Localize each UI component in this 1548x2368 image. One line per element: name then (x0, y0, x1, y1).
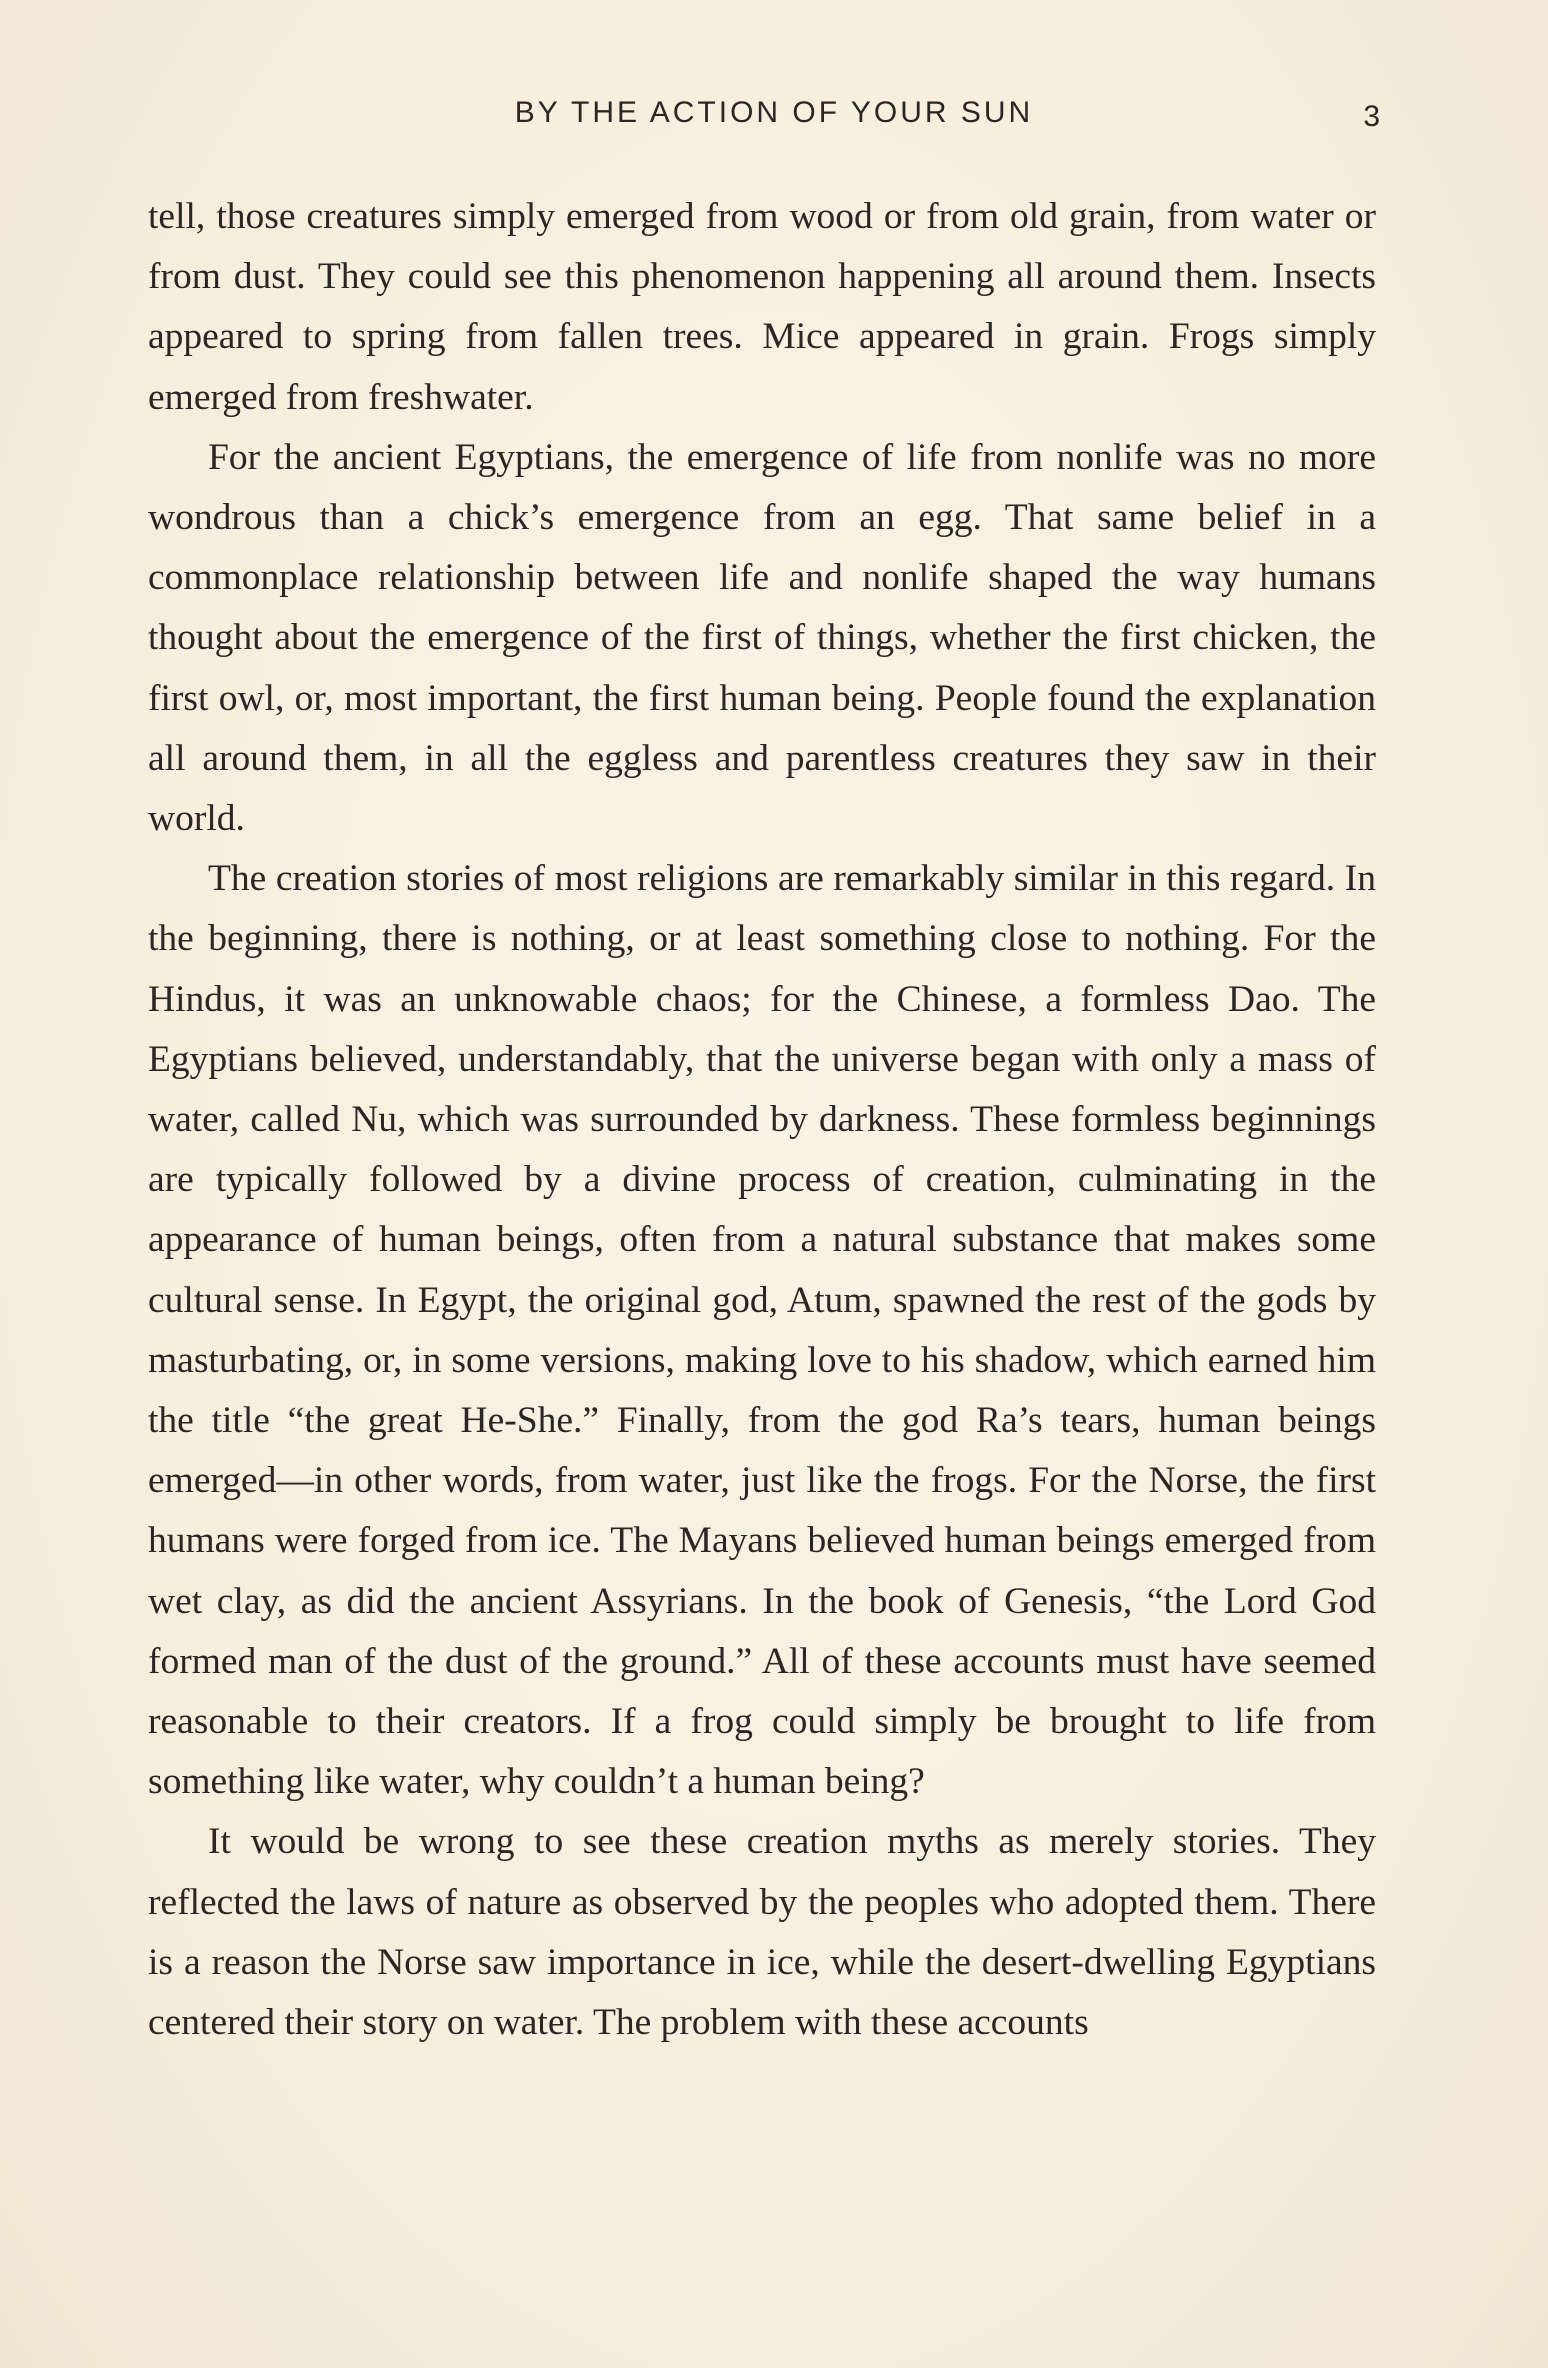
running-head: BY THE ACTION OF YOUR SUN (514, 96, 1034, 129)
paragraph-4: It would be wrong to see these creation myths as merely stories. They reflected the laws of nature as observed by the peoples who adopted them. There is a reason the Norse saw importance in ice, while the desert-dwelling Egyptians centered their story on water. The problem with these accounts (148, 1821, 1376, 2044)
page-number: 3 (1363, 100, 1380, 133)
paragraph-3: The creation stories of most religions are remarkably similar in this regard. In the beginning, there is nothing, or at least something close to nothing. For the Hindus, it was an unknowable chaos; for the Chinese, a formless Dao. The Egyptians believed, understandably, that the universe began with only a mass of water, called Nu, which was surrounded by darkness. These formless beginnings are typically followed by a divine process of creation, culminating in the appearance of human beings, often from a natural substance that makes some cultural sense. In Egypt, the original god, Atum, spawned the rest of the gods by masturbating, or, in some versions, making love to his shadow, which earned him the title “the great He-She.” Finally, from the god Ra’s tears, human beings emerged—in other words, from water, just like the frogs. For the Norse, the first humans were forged from ice. The Mayans believed human beings emerged from wet clay, as did the ancient Assyrians. In the book of Genesis, “the Lord God formed man of the dust of the ground.” All of these accounts must have seemed reasonable to their creators. If a frog could simply be brought to life from something like water, why couldn’t a human being? (148, 858, 1376, 1803)
body-text (148, 187, 1376, 2053)
paragraph-2: For the ancient Egyptians, the emergence of life from nonlife was no more wondrous than a chick’s emergence from an egg. That same belief in a commonplace relationship between life and nonlife shaped the way humans thought about the emergence of the first of things, whether the first chicken, the first owl, or, most important, the first human being. People found the explanation all around them, in all the eggless and parentless creatures they saw in their world. (148, 436, 1376, 840)
paragraph-1: tell, those creatures simply emerged from wood or from old grain, from water or from dust. They could see this phenomenon happening all around them. Insects appeared to spring from fallen trees. Mice appeared in grain. Frogs simply emerged from freshwater. (148, 196, 1376, 418)
